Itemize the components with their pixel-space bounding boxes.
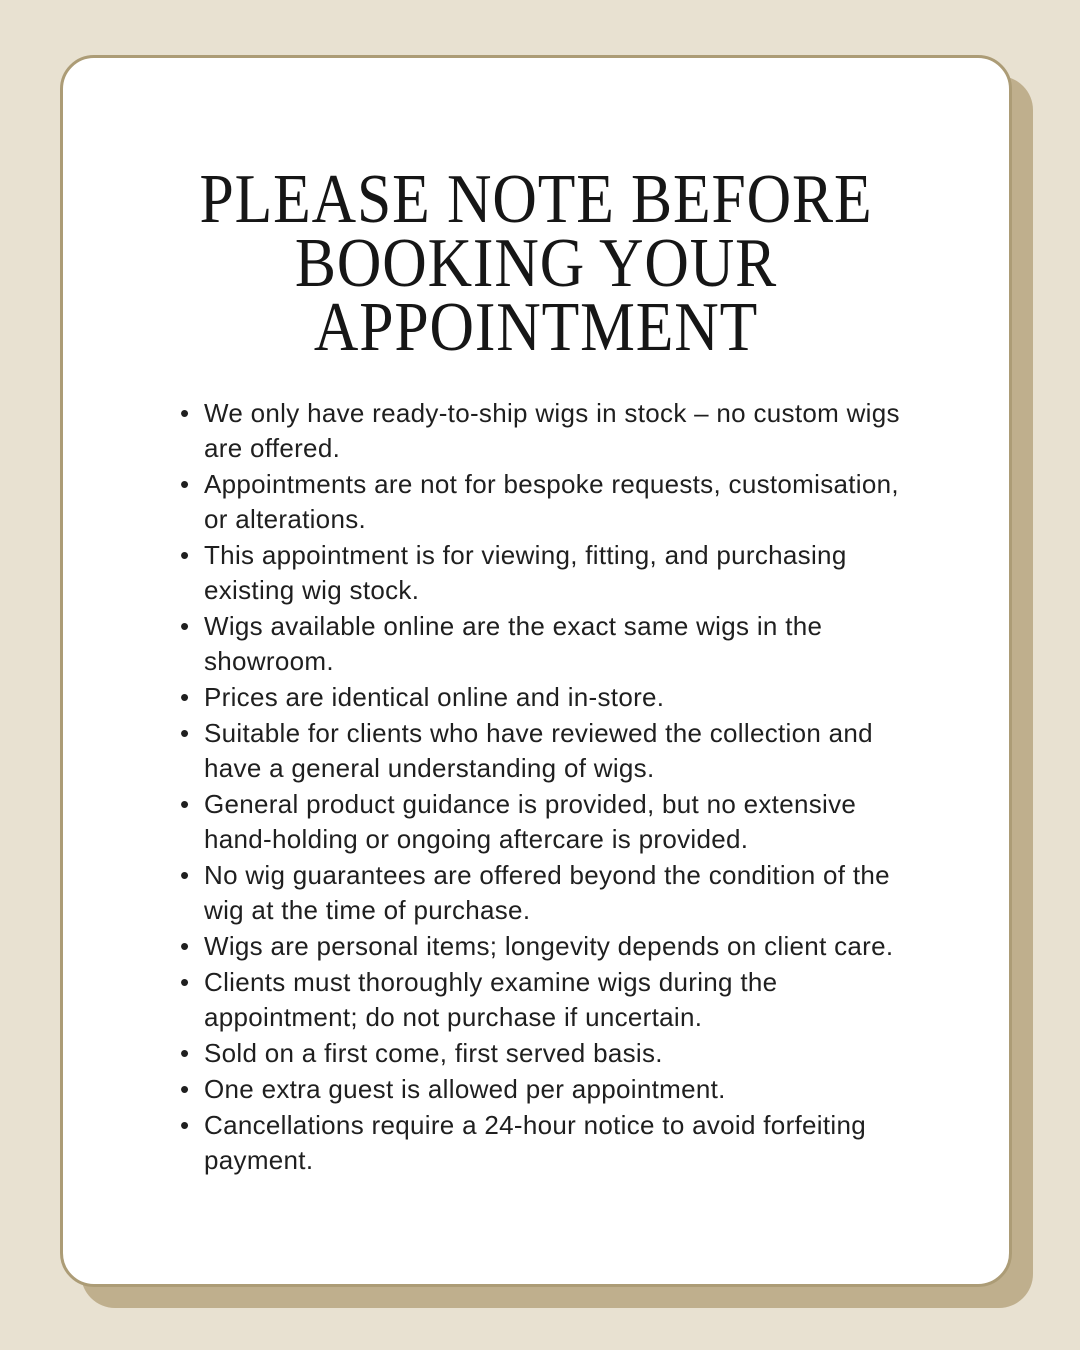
bullet-icon: • — [180, 1110, 190, 1140]
bullet-icon: • — [180, 931, 190, 961]
list-item — [180, 396, 909, 466]
list-item — [180, 1072, 909, 1107]
list-item-text: Wigs available online are the exact same wigs in the showroom. — [204, 611, 823, 676]
list-item-text: Appointments are not for bespoke requests, customisation, or alterations. — [204, 469, 899, 534]
bullet-icon: • — [180, 611, 190, 641]
list-item — [180, 609, 909, 679]
list-item-text: Clients must thoroughly examine wigs during the appointment; do not purchase if uncertain. — [204, 967, 778, 1032]
notes-list — [63, 396, 1009, 1178]
bullet-icon: • — [180, 540, 190, 570]
bullet-icon: • — [180, 682, 190, 712]
list-item-text: Prices are identical online and in-store. — [204, 682, 665, 712]
list-item — [180, 858, 909, 928]
notice-title: PLEASE NOTE BEFORE BOOKING YOUR APPOINTMENT — [199, 161, 873, 366]
list-item-text: Sold on a first come, first served basis. — [204, 1038, 663, 1068]
bullet-icon: • — [180, 1074, 190, 1104]
list-item — [180, 965, 909, 1035]
bullet-icon: • — [180, 1038, 190, 1068]
list-item-text: Cancellations require a 24-hour notice to avoid forfeiting payment. — [204, 1110, 867, 1175]
bullet-icon: • — [180, 718, 190, 748]
list-item-text: Wigs are personal items; longevity depends on client care. — [204, 931, 894, 961]
list-item-text: Suitable for clients who have reviewed the collection and have a general understanding of wigs. — [204, 718, 873, 783]
list-item-text: This appointment is for viewing, fitting, and purchasing existing wig stock. — [204, 540, 847, 605]
list-item — [180, 680, 909, 715]
list-item — [180, 716, 909, 786]
list-item-text: No wig guarantees are offered beyond the condition of the wig at the time of purchase. — [204, 860, 890, 925]
list-item-text: One extra guest is allowed per appointment. — [204, 1074, 726, 1104]
bullet-icon: • — [180, 789, 190, 819]
bullet-icon: • — [180, 967, 190, 997]
notice-card — [60, 55, 1012, 1287]
list-item-text: We only have ready-to-ship wigs in stock – no custom wigs are offered. — [204, 398, 900, 463]
list-item-text: General product guidance is provided, but no extensive hand-holding or ongoing aftercare is provided. — [204, 789, 857, 854]
list-item — [180, 929, 909, 964]
list-item — [180, 467, 909, 537]
list-item — [180, 538, 909, 608]
bullet-icon: • — [180, 469, 190, 499]
list-item — [180, 1036, 909, 1071]
bullet-icon: • — [180, 860, 190, 890]
bullet-icon: • — [180, 398, 190, 428]
list-item — [180, 787, 909, 857]
list-item — [180, 1108, 909, 1178]
